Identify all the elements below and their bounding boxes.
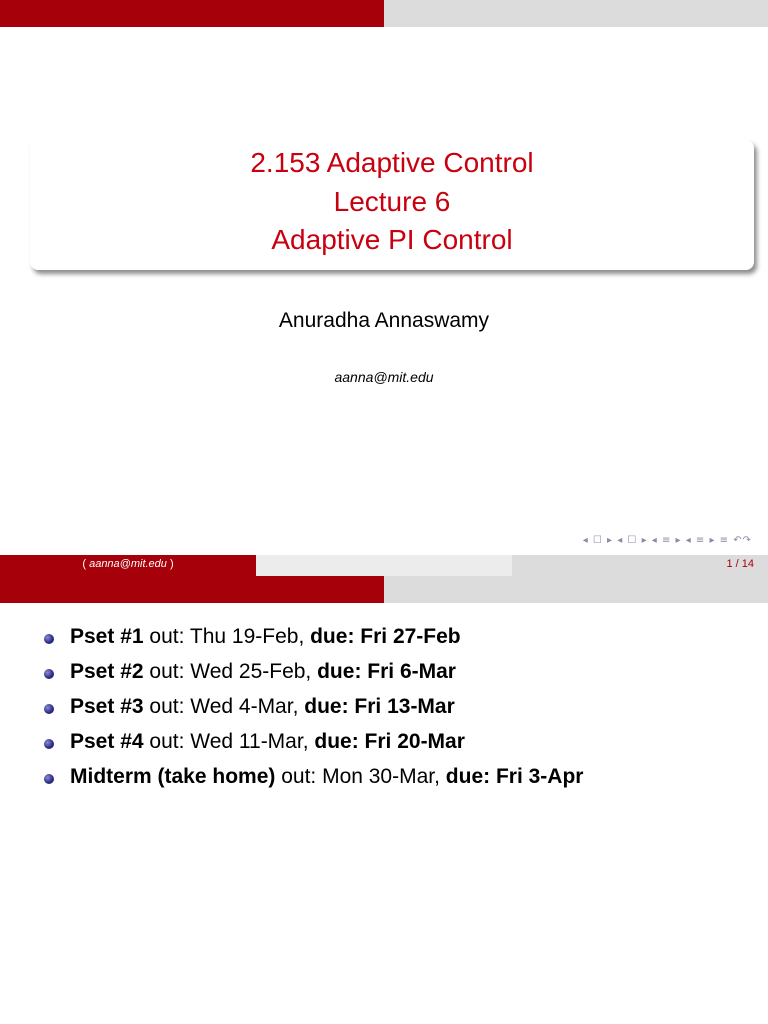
item-label: Midterm (take home) bbox=[70, 765, 276, 788]
footer-email-text: aanna@mit.edu bbox=[89, 558, 167, 570]
item-label: Pset #3 bbox=[70, 695, 144, 718]
item-out: out: Wed 11-Mar, bbox=[143, 730, 315, 753]
bullet-icon bbox=[44, 774, 54, 784]
page-number: 1 / 14 bbox=[726, 558, 754, 570]
schedule-slide bbox=[0, 576, 768, 1024]
item-label: Pset #2 bbox=[70, 660, 144, 683]
list-item bbox=[44, 654, 583, 689]
header-bar bbox=[0, 0, 768, 27]
item-due: due: Fri 13-Mar bbox=[304, 695, 455, 718]
list-item bbox=[44, 724, 583, 759]
item-due: due: Fri 20-Mar bbox=[314, 730, 465, 753]
header-bar-accent bbox=[0, 0, 384, 27]
footer-email-open-paren: ( bbox=[82, 558, 87, 570]
list-item bbox=[44, 689, 583, 724]
author-email: aanna@mit.edu bbox=[334, 369, 434, 385]
footer-email-close-paren: ) bbox=[169, 558, 174, 570]
item-out: out: Wed 25-Feb, bbox=[143, 660, 318, 683]
item-due: due: Fri 3-Apr bbox=[445, 765, 584, 788]
item-due: due: Fri 6-Mar bbox=[317, 660, 456, 683]
footer-bar bbox=[0, 555, 768, 576]
course-title: 2.153 Adaptive Control bbox=[250, 147, 534, 178]
author-name: Anuradha Annaswamy bbox=[278, 309, 490, 332]
lecture-title: Adaptive PI Control bbox=[271, 224, 513, 255]
list-item bbox=[44, 619, 583, 654]
header-bar bbox=[0, 576, 768, 603]
item-due: due: Fri 27-Feb bbox=[310, 625, 461, 648]
item-out: out: Mon 30-Mar, bbox=[275, 765, 446, 788]
lecture-number: Lecture 6 bbox=[333, 185, 451, 217]
header-bar-accent bbox=[0, 576, 384, 603]
item-label: Pset #1 bbox=[70, 625, 144, 648]
bullet-icon bbox=[44, 669, 54, 679]
item-out: out: Wed 4-Mar, bbox=[143, 695, 305, 718]
bullet-icon bbox=[44, 704, 54, 714]
bullet-icon bbox=[44, 634, 54, 644]
beamer-navigation-icons[interactable]: ◂ ☐ ▸ ◂ ☐ ▸ ◂ ≡ ▸ ◂ ≡ ▸ ≡ ↶↷ bbox=[582, 535, 752, 546]
item-label: Pset #4 bbox=[70, 730, 144, 753]
footer-middle-section bbox=[256, 555, 512, 576]
list-item bbox=[44, 759, 583, 794]
bullet-icon bbox=[44, 739, 54, 749]
footer-email bbox=[0, 555, 256, 576]
item-out: out: Thu 19-Feb, bbox=[143, 625, 311, 648]
title-box bbox=[30, 140, 754, 270]
schedule-list bbox=[44, 619, 583, 794]
